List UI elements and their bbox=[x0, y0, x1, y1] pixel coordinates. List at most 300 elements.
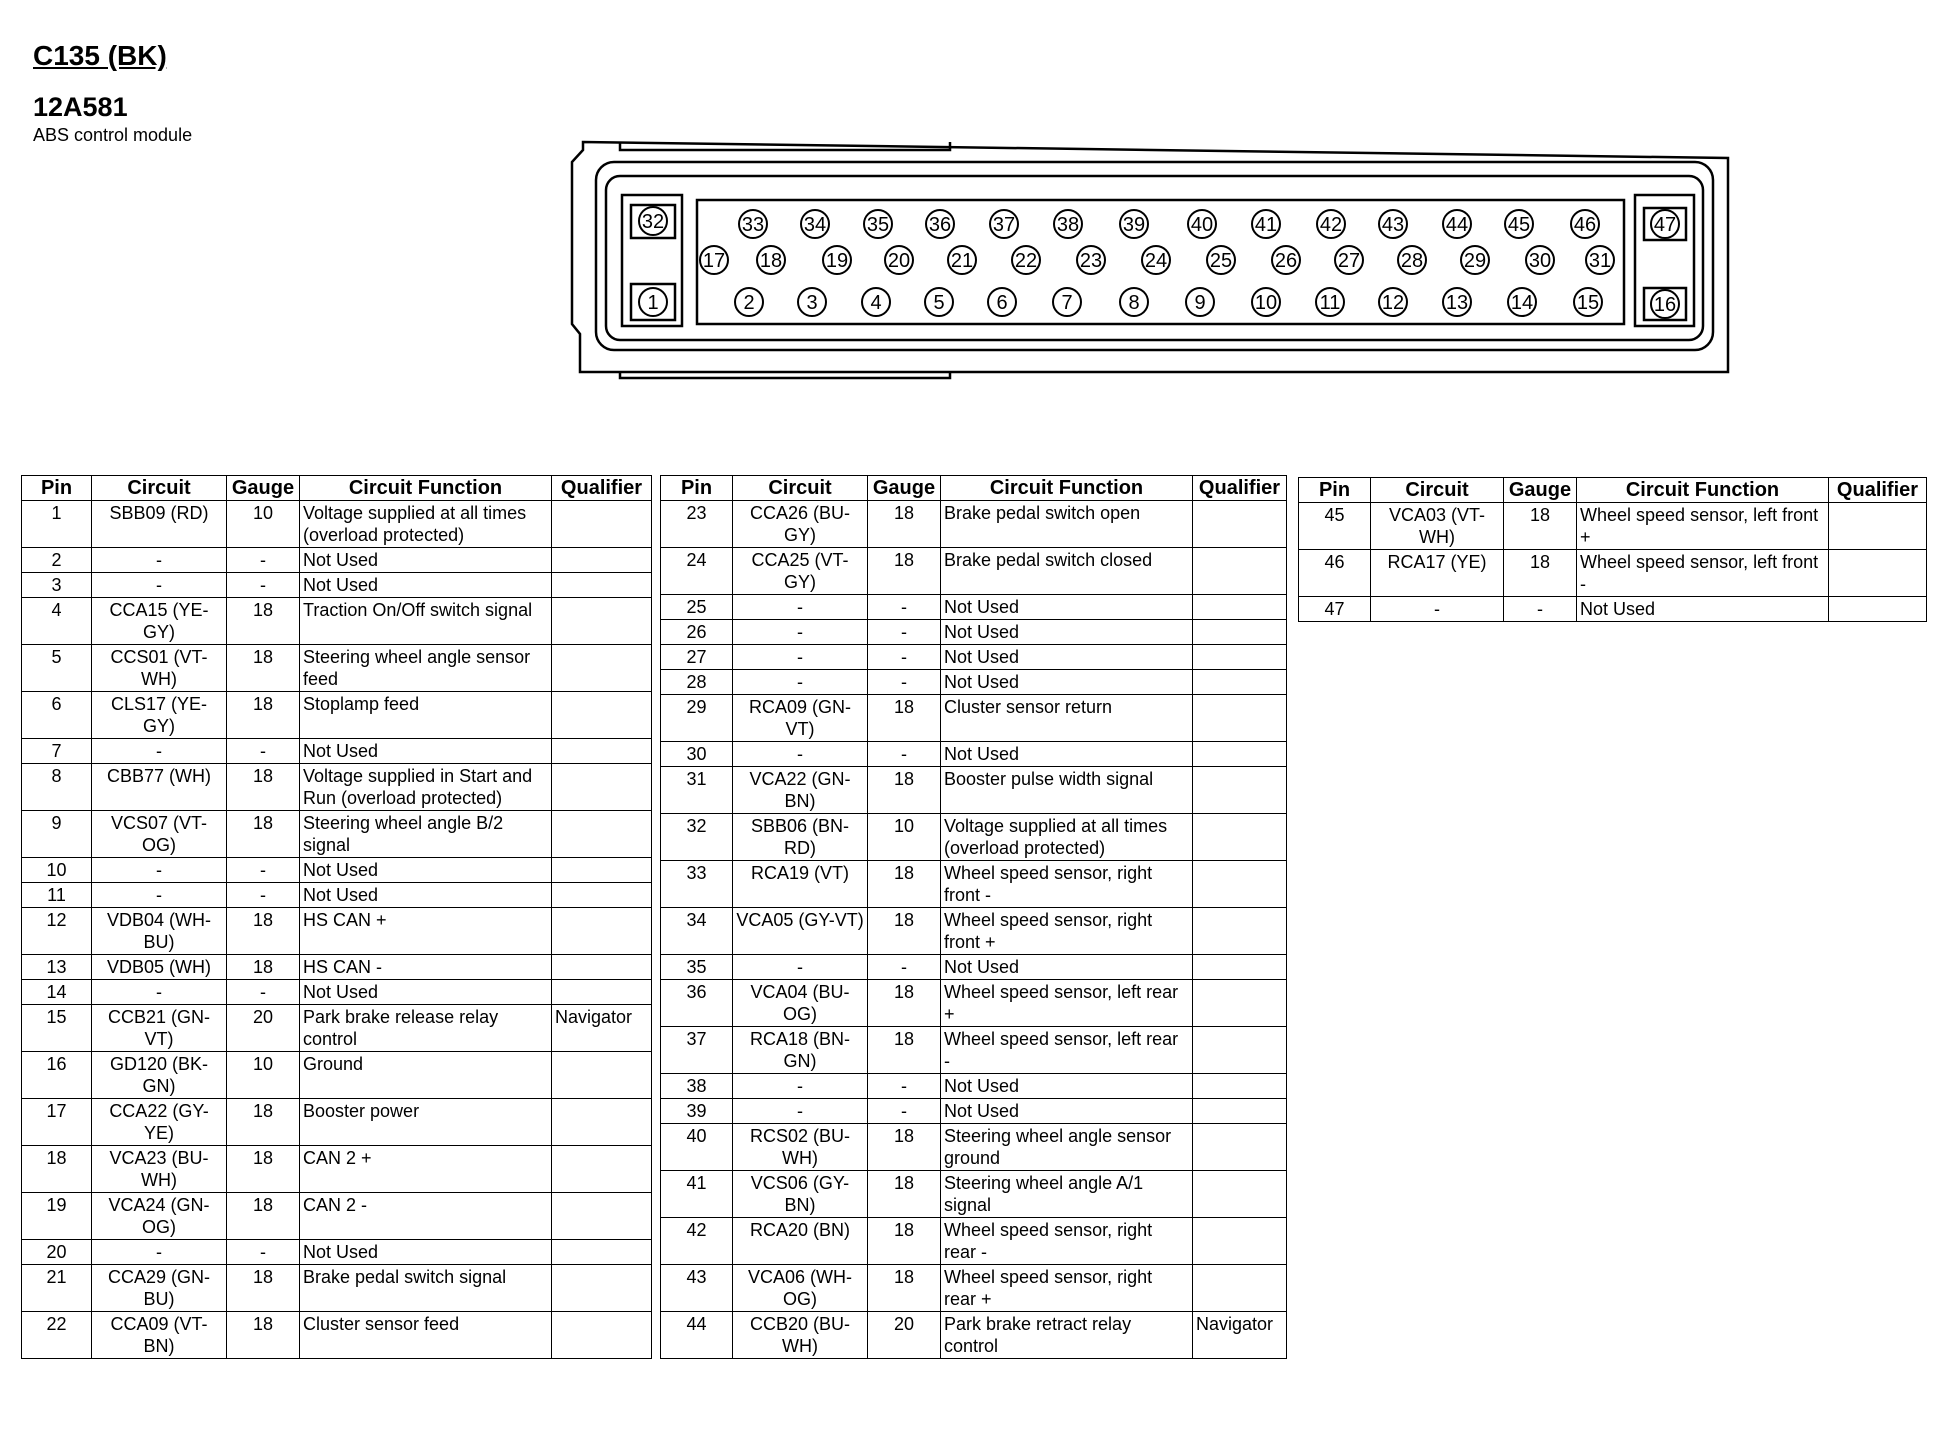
connector-pin bbox=[757, 246, 785, 274]
table-row bbox=[22, 1265, 652, 1312]
circuit-cell: - bbox=[733, 645, 868, 670]
table-row bbox=[661, 1312, 1287, 1359]
gauge-cell: - bbox=[868, 670, 941, 695]
table-row bbox=[661, 1099, 1287, 1124]
table-row bbox=[22, 1146, 652, 1193]
pin-label: 28 bbox=[1400, 250, 1424, 272]
header-gauge: Gauge bbox=[868, 476, 941, 501]
qualifier-cell bbox=[1193, 742, 1287, 767]
table-row bbox=[22, 501, 652, 548]
circuit-cell: - bbox=[92, 883, 227, 908]
pin-cell: 1 bbox=[22, 501, 92, 548]
pin-cell: 31 bbox=[661, 767, 733, 814]
table-row bbox=[661, 767, 1287, 814]
connector-pin bbox=[798, 288, 826, 316]
connector-pin bbox=[925, 288, 953, 316]
pin-label: 35 bbox=[866, 214, 890, 236]
circuit-function-cell: Brake pedal switch open bbox=[941, 501, 1193, 548]
circuit-cell: - bbox=[733, 955, 868, 980]
circuit-function-cell: Not Used bbox=[1577, 597, 1829, 622]
circuit-function-cell: Wheel speed sensor, left front - bbox=[1577, 550, 1829, 597]
table-row bbox=[22, 548, 652, 573]
header-pin: Pin bbox=[22, 476, 92, 501]
table-row bbox=[1299, 503, 1927, 550]
pin-label: 40 bbox=[1190, 214, 1214, 236]
qualifier-cell bbox=[552, 883, 652, 908]
table-row bbox=[22, 858, 652, 883]
table-row bbox=[661, 501, 1287, 548]
qualifier-cell bbox=[1193, 501, 1287, 548]
pin-label: 8 bbox=[1128, 292, 1140, 314]
table-row bbox=[22, 645, 652, 692]
pin-cell: 13 bbox=[22, 955, 92, 980]
qualifier-cell bbox=[552, 692, 652, 739]
qualifier-cell bbox=[1193, 861, 1287, 908]
pin-cell: 40 bbox=[661, 1124, 733, 1171]
pin-label: 33 bbox=[741, 214, 765, 236]
connector-pin bbox=[926, 210, 954, 238]
qualifier-cell bbox=[1193, 1027, 1287, 1074]
circuit-cell: CLS17 (YE-GY) bbox=[92, 692, 227, 739]
pin-label: 25 bbox=[1209, 250, 1233, 272]
pinout-table-2 bbox=[660, 475, 1287, 1359]
pin-cell: 36 bbox=[661, 980, 733, 1027]
gauge-cell: - bbox=[868, 1074, 941, 1099]
connector-pin bbox=[1207, 246, 1235, 274]
circuit-function-cell: Not Used bbox=[941, 645, 1193, 670]
table-row bbox=[22, 811, 652, 858]
table-row bbox=[22, 1099, 652, 1146]
qualifier-cell bbox=[1829, 550, 1927, 597]
pin-cell: 19 bbox=[22, 1193, 92, 1240]
gauge-cell: - bbox=[868, 620, 941, 645]
gauge-cell: 18 bbox=[1504, 550, 1577, 597]
connector-pin bbox=[1186, 288, 1214, 316]
gauge-cell: 18 bbox=[227, 1146, 300, 1193]
pin-label: 17 bbox=[702, 250, 726, 272]
pin-label: 19 bbox=[825, 250, 849, 272]
qualifier-cell bbox=[552, 501, 652, 548]
circuit-function-cell: Steering wheel angle sensor feed bbox=[300, 645, 552, 692]
qualifier-cell bbox=[552, 598, 652, 645]
table-row bbox=[661, 814, 1287, 861]
part-number: 12A581 bbox=[33, 92, 128, 122]
pin-cell: 28 bbox=[661, 670, 733, 695]
circuit-cell: CCB20 (BU-WH) bbox=[733, 1312, 868, 1359]
pin-label: 30 bbox=[1528, 250, 1552, 272]
table-row bbox=[661, 1074, 1287, 1099]
connector-pin bbox=[639, 207, 667, 235]
gauge-cell: - bbox=[227, 883, 300, 908]
table-row bbox=[22, 955, 652, 980]
qualifier-cell bbox=[1193, 1099, 1287, 1124]
circuit-function-cell: Wheel speed sensor, right front + bbox=[941, 908, 1193, 955]
qualifier-cell bbox=[552, 739, 652, 764]
gauge-cell: 18 bbox=[1504, 503, 1577, 550]
gauge-cell: 18 bbox=[227, 908, 300, 955]
circuit-function-cell: Booster power bbox=[300, 1099, 552, 1146]
qualifier-cell bbox=[552, 1099, 652, 1146]
header-qualifier: Qualifier bbox=[1193, 476, 1287, 501]
circuit-cell: VCS06 (GY-BN) bbox=[733, 1171, 868, 1218]
pin-label: 42 bbox=[1319, 214, 1343, 236]
pin-cell: 12 bbox=[22, 908, 92, 955]
circuit-function-cell: Traction On/Off switch signal bbox=[300, 598, 552, 645]
table-body bbox=[22, 501, 652, 1359]
qualifier-cell bbox=[552, 1052, 652, 1099]
gauge-cell: - bbox=[868, 955, 941, 980]
header-circuit-function: Circuit Function bbox=[300, 476, 552, 501]
qualifier-cell bbox=[552, 858, 652, 883]
pin-label: 4 bbox=[870, 292, 882, 314]
header-qualifier: Qualifier bbox=[552, 476, 652, 501]
pin-cell: 23 bbox=[661, 501, 733, 548]
gauge-cell: 18 bbox=[227, 645, 300, 692]
gauge-cell: 18 bbox=[868, 861, 941, 908]
qualifier-cell bbox=[552, 573, 652, 598]
pin-cell: 39 bbox=[661, 1099, 733, 1124]
qualifier-cell bbox=[552, 764, 652, 811]
pin-label: 45 bbox=[1507, 214, 1531, 236]
pin-cell: 14 bbox=[22, 980, 92, 1005]
gauge-cell: - bbox=[868, 645, 941, 670]
circuit-function-cell: Brake pedal switch signal bbox=[300, 1265, 552, 1312]
gauge-cell: - bbox=[868, 1099, 941, 1124]
gauge-cell: - bbox=[227, 1240, 300, 1265]
connector-pin bbox=[1120, 288, 1148, 316]
circuit-function-cell: CAN 2 - bbox=[300, 1193, 552, 1240]
qualifier-cell bbox=[1193, 595, 1287, 620]
pin-cell: 25 bbox=[661, 595, 733, 620]
pin-label: 12 bbox=[1381, 292, 1405, 314]
qualifier-cell bbox=[1193, 908, 1287, 955]
connector-pin bbox=[1317, 210, 1345, 238]
pin-label: 16 bbox=[1653, 294, 1677, 316]
pin-label: 31 bbox=[1588, 250, 1612, 272]
gauge-cell: 18 bbox=[227, 955, 300, 980]
pin-label: 9 bbox=[1194, 292, 1206, 314]
circuit-cell: - bbox=[92, 1240, 227, 1265]
circuit-cell: RCA19 (VT) bbox=[733, 861, 868, 908]
gauge-cell: 20 bbox=[227, 1005, 300, 1052]
connector-pin bbox=[1142, 246, 1170, 274]
connector-pin bbox=[885, 246, 913, 274]
qualifier-cell bbox=[1829, 503, 1927, 550]
qualifier-cell bbox=[552, 1240, 652, 1265]
qualifier-cell bbox=[1193, 1074, 1287, 1099]
gauge-cell: 18 bbox=[227, 811, 300, 858]
connector-pin bbox=[1053, 288, 1081, 316]
circuit-function-cell: Not Used bbox=[941, 670, 1193, 695]
circuit-cell: - bbox=[733, 1099, 868, 1124]
table-row bbox=[22, 692, 652, 739]
circuit-cell: VDB04 (WH-BU) bbox=[92, 908, 227, 955]
connector-pin bbox=[735, 288, 763, 316]
gauge-cell: 18 bbox=[868, 1218, 941, 1265]
circuit-cell: VCA24 (GN-OG) bbox=[92, 1193, 227, 1240]
circuit-cell: RCA17 (YE) bbox=[1371, 550, 1504, 597]
circuit-cell: RCS02 (BU-WH) bbox=[733, 1124, 868, 1171]
connector-pin bbox=[1398, 246, 1426, 274]
gauge-cell: - bbox=[227, 980, 300, 1005]
table-row bbox=[661, 955, 1287, 980]
pin-cell: 6 bbox=[22, 692, 92, 739]
pin-label: 39 bbox=[1122, 214, 1146, 236]
pin-cell: 30 bbox=[661, 742, 733, 767]
connector-pin bbox=[823, 246, 851, 274]
header-circuit-function: Circuit Function bbox=[1577, 478, 1829, 503]
qualifier-cell bbox=[552, 1312, 652, 1359]
pin-label: 38 bbox=[1056, 214, 1080, 236]
pin-label: 13 bbox=[1445, 292, 1469, 314]
circuit-function-cell: Voltage supplied at all times (overload protected) bbox=[941, 814, 1193, 861]
pin-cell: 2 bbox=[22, 548, 92, 573]
gauge-cell: 18 bbox=[868, 1265, 941, 1312]
circuit-cell: VCA05 (GY-VT) bbox=[733, 908, 868, 955]
circuit-function-cell: Wheel speed sensor, right front - bbox=[941, 861, 1193, 908]
circuit-function-cell: Cluster sensor return bbox=[941, 695, 1193, 742]
pin-label: 5 bbox=[933, 292, 945, 314]
circuit-cell: VDB05 (WH) bbox=[92, 955, 227, 980]
gauge-cell: 18 bbox=[868, 695, 941, 742]
connector-pin bbox=[1505, 210, 1533, 238]
gauge-cell: 18 bbox=[868, 501, 941, 548]
gauge-cell: - bbox=[868, 595, 941, 620]
circuit-function-cell: Wheel speed sensor, left rear + bbox=[941, 980, 1193, 1027]
circuit-function-cell: Cluster sensor feed bbox=[300, 1312, 552, 1359]
circuit-cell: RCA20 (BN) bbox=[733, 1218, 868, 1265]
pin-cell: 27 bbox=[661, 645, 733, 670]
connector-pin bbox=[1379, 288, 1407, 316]
circuit-cell: - bbox=[733, 742, 868, 767]
pin-layer bbox=[639, 207, 1679, 318]
table-row bbox=[661, 620, 1287, 645]
pin-cell: 35 bbox=[661, 955, 733, 980]
pin-cell: 4 bbox=[22, 598, 92, 645]
pin-label: 7 bbox=[1061, 292, 1073, 314]
pin-label: 37 bbox=[992, 214, 1016, 236]
connector-pin bbox=[1316, 288, 1344, 316]
connector-pin bbox=[1508, 288, 1536, 316]
circuit-cell: VCS07 (VT-OG) bbox=[92, 811, 227, 858]
pin-cell: 41 bbox=[661, 1171, 733, 1218]
connector-pin bbox=[700, 246, 728, 274]
connector-pin bbox=[1586, 246, 1614, 274]
circuit-function-cell: Not Used bbox=[300, 858, 552, 883]
qualifier-cell bbox=[552, 1265, 652, 1312]
gauge-cell: - bbox=[868, 742, 941, 767]
connector-pin bbox=[862, 288, 890, 316]
qualifier-cell bbox=[1193, 1171, 1287, 1218]
pin-cell: 44 bbox=[661, 1312, 733, 1359]
qualifier-cell bbox=[1193, 548, 1287, 595]
circuit-function-cell: Wheel speed sensor, right rear - bbox=[941, 1218, 1193, 1265]
table-body bbox=[1299, 503, 1927, 622]
table-row bbox=[22, 764, 652, 811]
circuit-function-cell: CAN 2 + bbox=[300, 1146, 552, 1193]
pin-label: 44 bbox=[1445, 214, 1469, 236]
pin-label: 47 bbox=[1653, 214, 1677, 236]
gauge-cell: 18 bbox=[868, 1171, 941, 1218]
connector-pin bbox=[801, 210, 829, 238]
connector-pin bbox=[1461, 246, 1489, 274]
connector-pin bbox=[1526, 246, 1554, 274]
qualifier-cell bbox=[1193, 767, 1287, 814]
connector-pin bbox=[1443, 288, 1471, 316]
pin-cell: 15 bbox=[22, 1005, 92, 1052]
pin-cell: 5 bbox=[22, 645, 92, 692]
circuit-function-cell: Not Used bbox=[300, 573, 552, 598]
circuit-cell: CCB21 (GN-VT) bbox=[92, 1005, 227, 1052]
gauge-cell: 10 bbox=[227, 1052, 300, 1099]
pin-cell: 3 bbox=[22, 573, 92, 598]
connector-pin bbox=[1252, 288, 1280, 316]
qualifier-cell bbox=[1193, 620, 1287, 645]
pin-cell: 10 bbox=[22, 858, 92, 883]
pin-cell: 16 bbox=[22, 1052, 92, 1099]
table-row bbox=[22, 598, 652, 645]
pin-label: 3 bbox=[806, 292, 818, 314]
pin-label: 41 bbox=[1254, 214, 1278, 236]
circuit-function-cell: Steering wheel angle sensor ground bbox=[941, 1124, 1193, 1171]
header-pin: Pin bbox=[1299, 478, 1371, 503]
gauge-cell: - bbox=[1504, 597, 1577, 622]
qualifier-cell bbox=[1193, 1265, 1287, 1312]
table-row bbox=[661, 1265, 1287, 1312]
circuit-cell: - bbox=[92, 573, 227, 598]
header-circuit: Circuit bbox=[92, 476, 227, 501]
table-row bbox=[22, 883, 652, 908]
circuit-cell: CCA26 (BU-GY) bbox=[733, 501, 868, 548]
pin-cell: 29 bbox=[661, 695, 733, 742]
pin-cell: 47 bbox=[1299, 597, 1371, 622]
qualifier-cell bbox=[552, 811, 652, 858]
circuit-cell: - bbox=[733, 595, 868, 620]
gauge-cell: 10 bbox=[868, 814, 941, 861]
gauge-cell: 18 bbox=[868, 908, 941, 955]
connector-pin bbox=[988, 288, 1016, 316]
circuit-cell: GD120 (BK-GN) bbox=[92, 1052, 227, 1099]
pinout-table-3 bbox=[1298, 477, 1927, 622]
pin-label: 22 bbox=[1014, 250, 1038, 272]
pin-label: 27 bbox=[1337, 250, 1361, 272]
connector-pin bbox=[990, 210, 1018, 238]
pin-label: 18 bbox=[759, 250, 783, 272]
pin-label: 14 bbox=[1510, 292, 1534, 314]
qualifier-cell bbox=[1193, 980, 1287, 1027]
connector-id: C135 (BK) bbox=[33, 40, 167, 71]
circuit-cell: CCA15 (YE-GY) bbox=[92, 598, 227, 645]
circuit-cell: SBB06 (BN-RD) bbox=[733, 814, 868, 861]
gauge-cell: 20 bbox=[868, 1312, 941, 1359]
pin-cell: 38 bbox=[661, 1074, 733, 1099]
circuit-function-cell: Wheel speed sensor, right rear + bbox=[941, 1265, 1193, 1312]
table-row bbox=[22, 1312, 652, 1359]
circuit-function-cell: Not Used bbox=[300, 980, 552, 1005]
table-row bbox=[22, 908, 652, 955]
table-row bbox=[22, 739, 652, 764]
circuit-cell: CCA29 (GN-BU) bbox=[92, 1265, 227, 1312]
gauge-cell: 18 bbox=[868, 980, 941, 1027]
header-pin: Pin bbox=[661, 476, 733, 501]
table-row bbox=[661, 695, 1287, 742]
pin-label: 36 bbox=[928, 214, 952, 236]
table-row bbox=[661, 595, 1287, 620]
qualifier-cell bbox=[1193, 695, 1287, 742]
pin-label: 43 bbox=[1381, 214, 1405, 236]
circuit-cell: CBB77 (WH) bbox=[92, 764, 227, 811]
circuit-function-cell: Steering wheel angle B/2 signal bbox=[300, 811, 552, 858]
circuit-function-cell: Booster pulse width signal bbox=[941, 767, 1193, 814]
table-row bbox=[661, 645, 1287, 670]
table-row bbox=[661, 1218, 1287, 1265]
circuit-function-cell: Ground bbox=[300, 1052, 552, 1099]
circuit-cell: VCA03 (VT-WH) bbox=[1371, 503, 1504, 550]
qualifier-cell bbox=[1193, 645, 1287, 670]
circuit-cell: VCA23 (BU-WH) bbox=[92, 1146, 227, 1193]
circuit-function-cell: Not Used bbox=[941, 1074, 1193, 1099]
pin-label: 24 bbox=[1144, 250, 1168, 272]
qualifier-cell bbox=[552, 980, 652, 1005]
gauge-cell: 18 bbox=[868, 1124, 941, 1171]
circuit-cell: CCA25 (VT-GY) bbox=[733, 548, 868, 595]
pin-label: 10 bbox=[1254, 292, 1278, 314]
circuit-cell: - bbox=[92, 858, 227, 883]
qualifier-cell: Navigator bbox=[1193, 1312, 1287, 1359]
pin-label: 26 bbox=[1274, 250, 1298, 272]
circuit-cell: RCA09 (GN-VT) bbox=[733, 695, 868, 742]
gauge-cell: 18 bbox=[227, 598, 300, 645]
circuit-cell: SBB09 (RD) bbox=[92, 501, 227, 548]
pin-cell: 26 bbox=[661, 620, 733, 645]
table-row bbox=[22, 1193, 652, 1240]
gauge-cell: 18 bbox=[868, 1027, 941, 1074]
connector-pin bbox=[1379, 210, 1407, 238]
circuit-function-cell: Not Used bbox=[300, 739, 552, 764]
gauge-cell: 18 bbox=[227, 1312, 300, 1359]
circuit-cell: VCA06 (WH-OG) bbox=[733, 1265, 868, 1312]
pin-label: 6 bbox=[996, 292, 1008, 314]
circuit-function-cell: Wheel speed sensor, left rear - bbox=[941, 1027, 1193, 1074]
header-circuit: Circuit bbox=[1371, 478, 1504, 503]
pin-label: 46 bbox=[1573, 214, 1597, 236]
pin-cell: 37 bbox=[661, 1027, 733, 1074]
circuit-function-cell: Voltage supplied in Start and Run (overload protected) bbox=[300, 764, 552, 811]
circuit-function-cell: Not Used bbox=[300, 883, 552, 908]
header-circuit: Circuit bbox=[733, 476, 868, 501]
circuit-function-cell: Not Used bbox=[941, 595, 1193, 620]
connector-pin bbox=[1574, 288, 1602, 316]
gauge-cell: 18 bbox=[227, 692, 300, 739]
table-row bbox=[661, 742, 1287, 767]
table-row bbox=[22, 1052, 652, 1099]
pin-label: 20 bbox=[887, 250, 911, 272]
circuit-function-cell: Park brake retract relay control bbox=[941, 1312, 1193, 1359]
gauge-cell: 18 bbox=[227, 1265, 300, 1312]
pin-cell: 46 bbox=[1299, 550, 1371, 597]
circuit-cell: CCA09 (VT-BN) bbox=[92, 1312, 227, 1359]
pin-cell: 45 bbox=[1299, 503, 1371, 550]
qualifier-cell bbox=[1193, 670, 1287, 695]
header-gauge: Gauge bbox=[1504, 478, 1577, 503]
connector-pin bbox=[1012, 246, 1040, 274]
header-qualifier: Qualifier bbox=[1829, 478, 1927, 503]
connector-pin bbox=[1054, 210, 1082, 238]
table-row bbox=[661, 980, 1287, 1027]
circuit-function-cell: Not Used bbox=[300, 1240, 552, 1265]
connector-pin bbox=[1443, 210, 1471, 238]
gauge-cell: - bbox=[227, 858, 300, 883]
